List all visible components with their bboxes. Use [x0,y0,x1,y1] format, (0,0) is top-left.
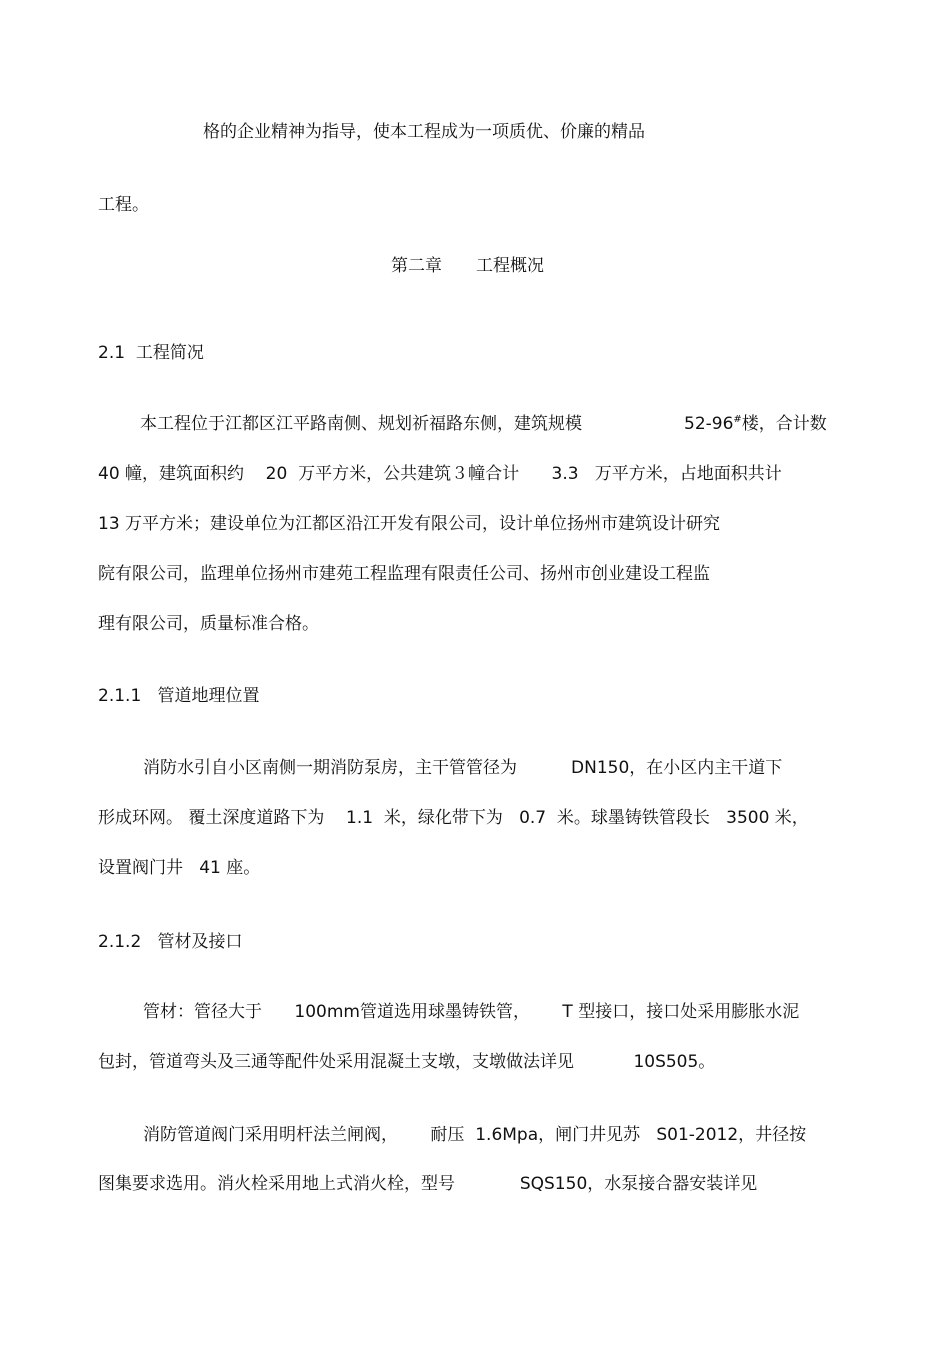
paragraph-2-1-line-1a: 本工程位于江都区江平路南侧、规划祈福路东侧，建筑规模 [140,414,582,434]
chapter-title: 第二章 工程概况 [391,256,544,276]
hash-superscript: # [733,414,742,425]
paragraph-2-1-2-line-2: 包封，管道弯头及三通等配件处采用混凝土支墩，支墩做法详见 10S505。 [98,1052,716,1072]
paragraph-2-1-1-line-3: 设置阀门井 41 座。 [98,858,261,878]
paragraph-2-1-1-line-2: 形成环网。 覆土深度道路下为 1.1 米，绿化带下为 0.7 米。球墨铸铁管段长 3500 米， [98,808,809,828]
paragraph-2-1-line-4: 院有限公司，监理单位扬州市建苑工程监理有限责任公司、扬州市创业建设工程监 [98,564,710,584]
paragraph-2-1-line-3: 13 万平方米；建设单位为江都区沿江开发有限公司，设计单位扬州市建筑设计研究 [98,514,721,534]
section-heading-2-1: 2.1 工程简况 [98,343,204,363]
paragraph-2-1-line-1-text [684,412,827,436]
section-heading-2-1-1: 2.1.1 管道地理位置 [98,686,260,706]
paragraph-2-1-1-line-1: 消防水引自小区南侧一期消防泵房，主干管管径为 DN150，在小区内主干道下 [143,758,783,778]
paragraph-2-1-2-line-1: 管材：管径大于 100mm管道选用球墨铸铁管， T 型接口，接口处采用膨胀水泥 [143,1002,800,1022]
building-count-label: 楼，合计数 [741,414,827,434]
paragraph-2-1-2-line-3: 消防管道阀门采用明杆法兰闸阀， 耐压 1.6Mpa，闸门井见苏 S01-2012，井径按 [143,1125,807,1145]
building-range: 52-96 [684,414,734,434]
intro-line-1: 格的企业精神为指导，使本工程成为一项质优、价廉的精品 [203,122,645,142]
paragraph-2-1-line-5: 理有限公司，质量标准合格。 [98,614,319,634]
intro-line-2: 工程。 [98,195,149,215]
paragraph-2-1-line-2: 40 幢，建筑面积约 20 万平方米，公共建筑３幢合计 3.3 万平方米，占地面积共计 [98,464,782,484]
paragraph-2-1-2-line-4: 图集要求选用。消火栓采用地上式消火栓，型号 SQS150，水泵接合器安装详见 [98,1174,758,1194]
section-heading-2-1-2: 2.1.2 管材及接口 [98,932,243,952]
